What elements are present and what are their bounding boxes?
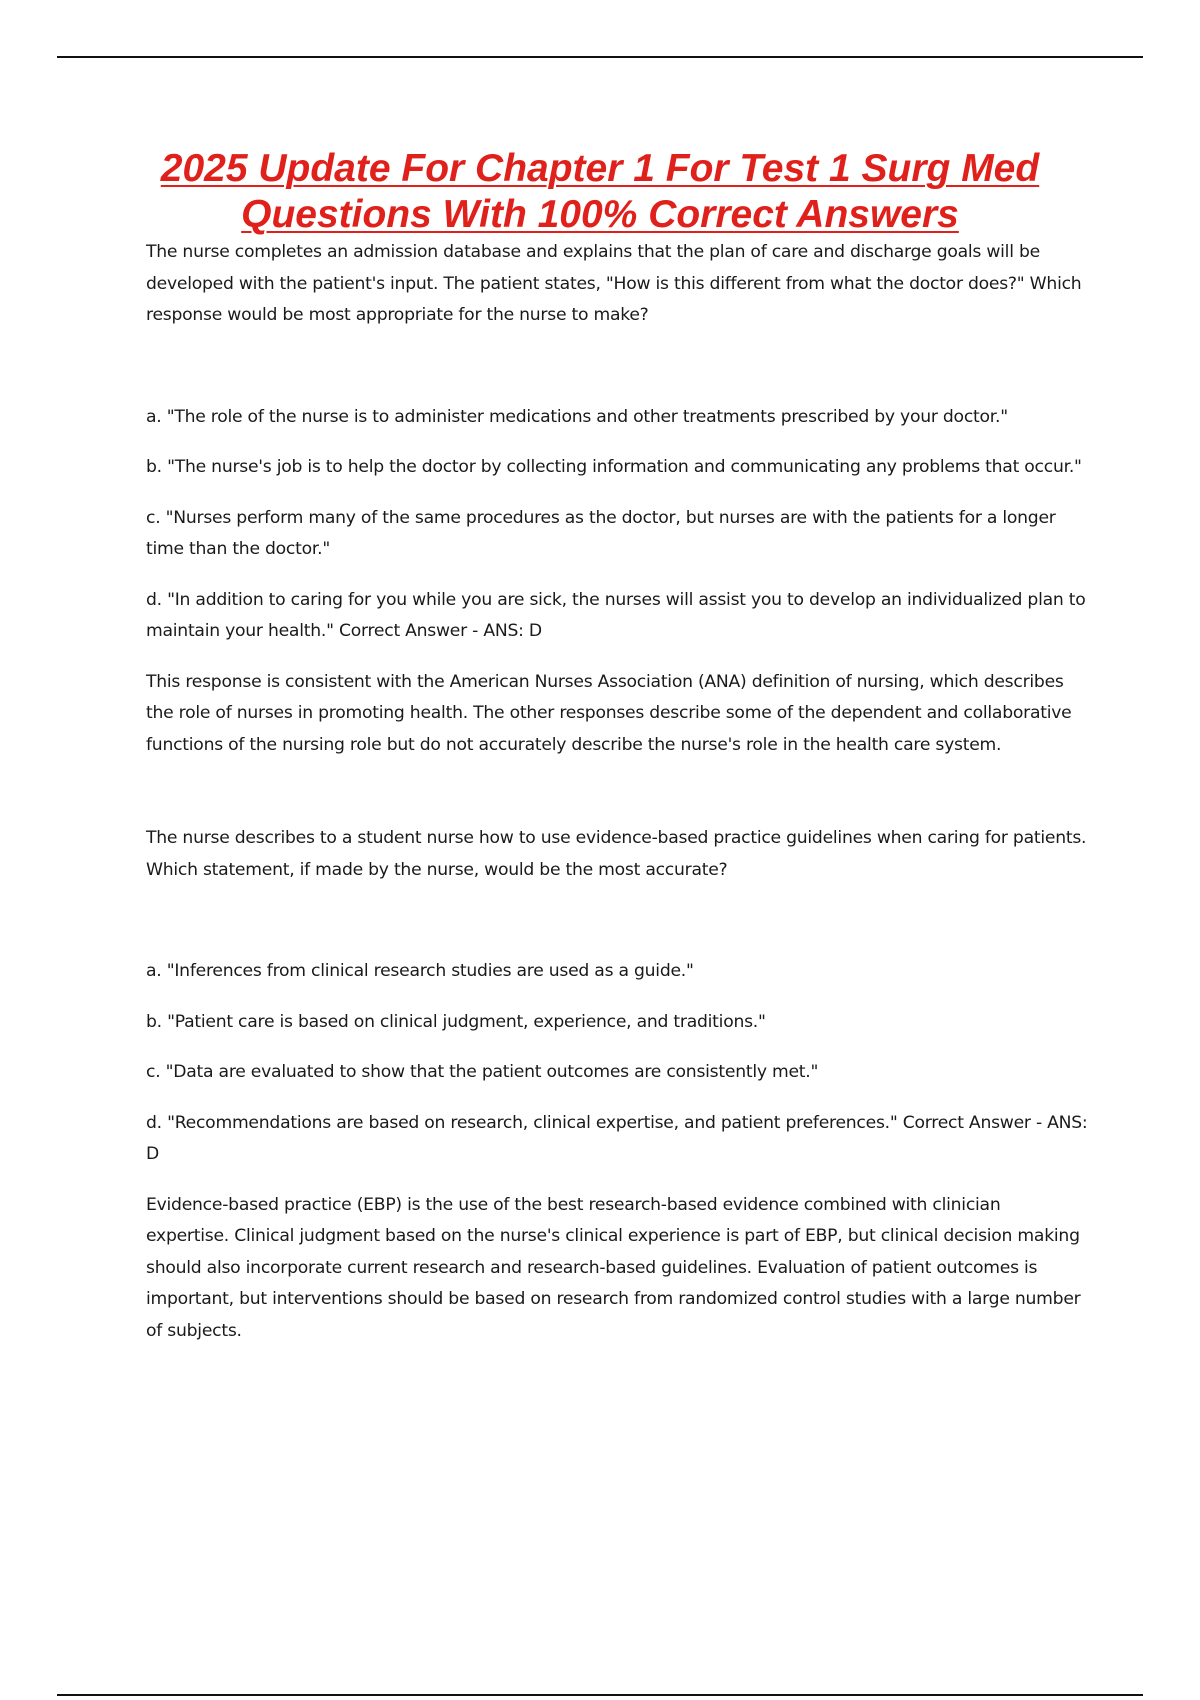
question-2-stem: The nurse describes to a student nurse how to use evidence-based practice guidelines when caring for patients. Which statement, if made by the nurse, would be the most accurate? [146, 828, 1087, 880]
question-1-option-d: d. "In addition to caring for you while you are sick, the nurses will assist you to develop an individualized plan to maintain your health." Correct Answer - ANS: D [146, 589, 1086, 641]
document-title [100, 146, 1100, 238]
bottom-divider [57, 1694, 1143, 1696]
title-line-1: 2025 Update For Chapter 1 For Test 1 Surg Med [160, 147, 1040, 190]
question-2-option-a: a. "Inferences from clinical research studies are used as a guide." [146, 961, 694, 981]
top-divider [57, 56, 1143, 58]
question-2-option-d: d. "Recommendations are based on research, clinical expertise, and patient preferences." Correct Answer - ANS: D [146, 1112, 1088, 1164]
question-2-rationale: Evidence-based practice (EBP) is the use of the best research-based evidence combined with clinician expertise. Clinical judgment based on the nurse's clinical experience is part of EBP, but clinical decision making should also incorporate current research and research-based guidelines. Evaluation of patient outcomes is important, but interventions should be based on research from randomized control studies with a large number of subjects. [146, 1194, 1081, 1341]
question-1-rationale: This response is consistent with the American Nurses Association (ANA) definition of nursing, which describes the role of nurses in promoting health. The other responses describe some of the dependent and collaborative functions of the nursing role but do not accurately describe the nurse's role in the health care system. [146, 671, 1072, 755]
question-1-option-a: a. "The role of the nurse is to administer medications and other treatments prescribed by your doctor." [146, 406, 1008, 427]
question-1-option-b: b. "The nurse's job is to help the doctor by collecting information and communicating any problems that occur." [146, 457, 1082, 477]
question-1-option-c: c. "Nurses perform many of the same procedures as the doctor, but nurses are with the patients for a longer time than the doctor." [146, 507, 1056, 559]
document-body [146, 237, 1088, 1366]
title-line-2: Questions With 100% Correct Answers [241, 193, 959, 236]
question-2-option-b: b. "Patient care is based on clinical judgment, experience, and traditions." [146, 1011, 766, 1032]
question-2-option-c: c. "Data are evaluated to show that the patient outcomes are consistently met." [146, 1062, 819, 1082]
question-1-stem: The nurse completes an admission database and explains that the plan of care and discharge goals will be developed with the patient's input. The patient states, "How is this different from what the doctor does?" Which response would be most appropriate for the nurse to make? [146, 242, 1082, 325]
